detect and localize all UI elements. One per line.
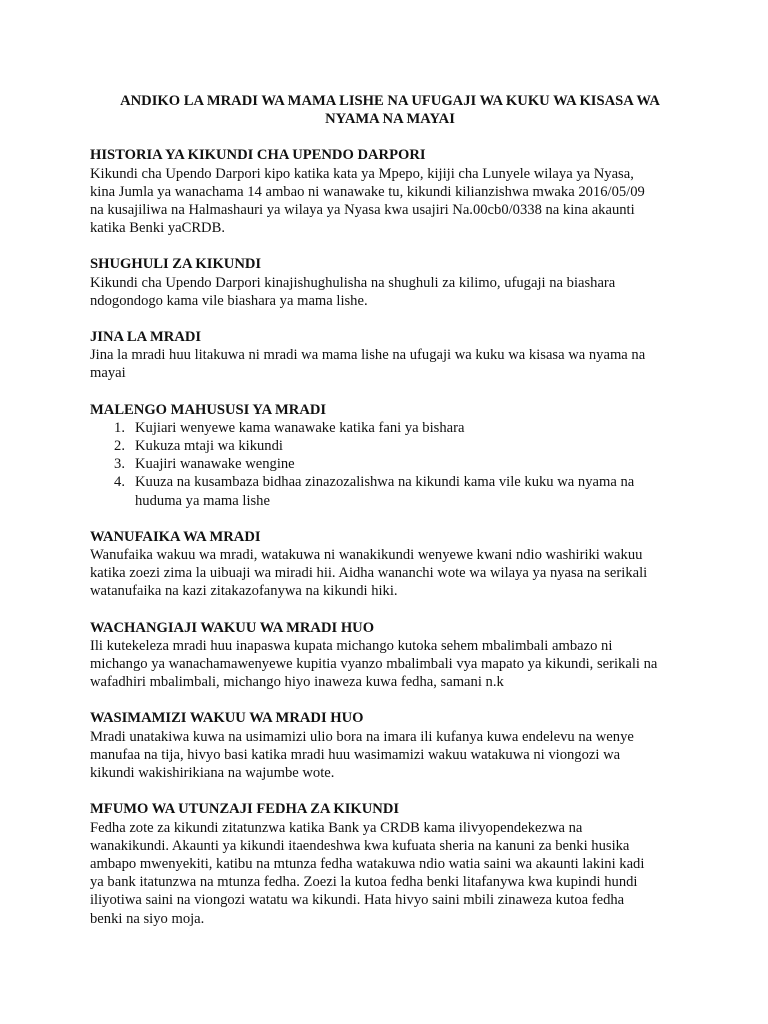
paragraph-line: Ili kutekeleza mradi huu inapaswa kupata michango kutoka sehem mbalimbali ambazo ni: [90, 637, 613, 654]
paragraph-line: manufaa na tija, hivyo basi katika mradi huu wasimamizi wakuu watakuwa ni viongozi wa: [90, 746, 621, 763]
paragraph-line: wanakikundi. Akaunti ya kikundi itaendeshwa kwa kufuata sheria na kanuni za benki husika: [90, 837, 630, 854]
list-item-text: [135, 473, 690, 509]
paragraph-line: benki na siyo moja.: [90, 910, 205, 927]
paragraph-line: watanufaika na kazi zitakazofanywa na kikundi hiki.: [90, 583, 398, 600]
list-item: [90, 473, 690, 509]
paragraph-line: na kusajiliwa na Halmashauri ya wilaya ya Nyasa kwa usajiri Na.00cb0/0338 na kina akaunti: [90, 202, 635, 219]
list-item-number: 4.: [114, 474, 125, 491]
paragraph-line: michango ya wanachamawenyewe kupitia vyanzo mbalimbali vya mapato ya kikundi, serikali na: [90, 656, 658, 673]
paragraph-line: ambapo mwenyekiti, katibu na mtunza fedha watakuwa ndio watia saini wa akaunti lakini kadi: [90, 855, 645, 872]
list-item-line: Kuuza na kusambaza bidhaa zinazozalishwa na kikundi kama vile kuku wa nyama na: [135, 474, 635, 491]
section-heading-mfumo: MFUMO WA UTUNZAJI FEDHA ZA KIKUNDI: [90, 801, 400, 818]
list-item-line: Kukuza mtaji wa kikundi: [135, 438, 283, 455]
section-heading-malengo: MALENGO MAHUSUSI YA MRADI: [90, 401, 327, 418]
section-body-wachangiaji: [90, 637, 690, 692]
list-item: [90, 455, 690, 473]
list-item-number: 1.: [114, 419, 125, 436]
list-item-text: [135, 437, 690, 455]
section-heading-shughuli: SHUGHULI ZA KIKUNDI: [90, 256, 262, 273]
section-body-mfumo: [90, 819, 690, 928]
paragraph-line: katika Benki yaCRDB.: [90, 220, 225, 237]
paragraph-line: Kikundi cha Upendo Darpori kipo katika kata ya Mpepo, kijiji cha Lunyele wilaya ya Nyasa,: [90, 165, 634, 182]
paragraph-line: katika zoezi zima la uibuaji wa miradi hii. Aidha wananchi wote wa wilaya ya nyasa na serikali: [90, 565, 648, 582]
list-item-line: huduma ya mama lishe: [135, 492, 270, 509]
section-wanufaika: [90, 528, 690, 601]
list-item-text: [135, 455, 690, 473]
paragraph-line: Wanufaika wakuu wa mradi, watakuwa ni wanakikundi wenyewe kwani ndio washiriki wakuu: [90, 547, 643, 564]
document-title: [90, 92, 690, 128]
paragraph-line: Jina la mradi huu litakuwa ni mradi wa mama lishe na ufugaji wa kuku wa kisasa wa nyama na: [90, 347, 646, 364]
goals-list: [90, 419, 690, 510]
paragraph-line: ndogondogo kama vile biashara ya mama lishe.: [90, 292, 368, 309]
paragraph-line: Fedha zote za kikundi zitatunzwa katika Bank ya CRDB kama ilivyopendekezwa na: [90, 819, 583, 836]
section-body-wasimamizi: [90, 728, 690, 783]
section-heading-jina: JINA LA MRADI: [90, 329, 202, 346]
paragraph-line: kina Jumla ya wanachama 14 ambao ni wanawake tu, kikundi kilianzishwa mwaka 2016/05/09: [90, 183, 645, 200]
section-body-shughuli: [90, 274, 690, 310]
list-item-line: Kuajiri wanawake wengine: [135, 456, 295, 473]
list-item-line: Kujiari wenyewe kama wanawake katika fani ya bishara: [135, 419, 465, 436]
list-item-text: [135, 419, 690, 437]
paragraph-line: ya bank itatunzwa na mtunza fedha. Zoezi la kutoa fedha benki litafanywa kwa kupindi hundi: [90, 874, 638, 891]
section-heading-wanufaika: WANUFAIKA WA MRADI: [90, 528, 261, 545]
section-heading-historia: HISTORIA YA KIKUNDI CHA UPENDO DARPORI: [90, 147, 426, 164]
section-malengo: [90, 401, 690, 510]
document-title-line-1: ANDIKO LA MRADI WA MAMA LISHE NA UFUGAJI WA KUKU WA KISASA WA: [120, 93, 660, 109]
list-item-number: 3.: [114, 456, 125, 473]
list-item: [90, 419, 690, 437]
paragraph-line: kikundi wakishirikiana na wajumbe wote.: [90, 765, 335, 782]
section-heading-wasimamizi: WASIMAMIZI WAKUU WA MRADI HUO: [90, 710, 364, 727]
paragraph-line: iliyotiwa saini na viongozi watatu wa kikundi. Hata hivyo saini mbili zinaweza kutoa fedha: [90, 892, 625, 909]
document-title-line-2: NYAMA NA MAYAI: [325, 111, 455, 128]
paragraph-line: mayai: [90, 365, 126, 382]
section-shughuli: [90, 255, 690, 310]
section-mfumo: [90, 800, 690, 927]
section-jina: [90, 328, 690, 383]
section-historia: [90, 146, 690, 237]
section-body-wanufaika: [90, 546, 690, 601]
section-body-jina: [90, 346, 690, 382]
section-heading-wachangiaji: WACHANGIAJI WAKUU WA MRADI HUO: [90, 619, 375, 636]
section-wasimamizi: [90, 709, 690, 782]
paragraph-line: Mradi unatakiwa kuwa na usimamizi ulio bora na imara ili kufanya kuwa endelevu na wenye: [90, 728, 634, 745]
list-item-number: 2.: [114, 438, 125, 455]
section-wachangiaji: [90, 619, 690, 692]
paragraph-line: Kikundi cha Upendo Darpori kinajishughulisha na shughuli za kilimo, ufugaji na biashara: [90, 274, 616, 291]
section-body-historia: [90, 165, 690, 238]
document-page: [90, 92, 690, 946]
list-item: [90, 437, 690, 455]
paragraph-line: wafadhiri mbalimbali, michango hiyo inaweza kuwa fedha, samani n.k: [90, 674, 504, 691]
